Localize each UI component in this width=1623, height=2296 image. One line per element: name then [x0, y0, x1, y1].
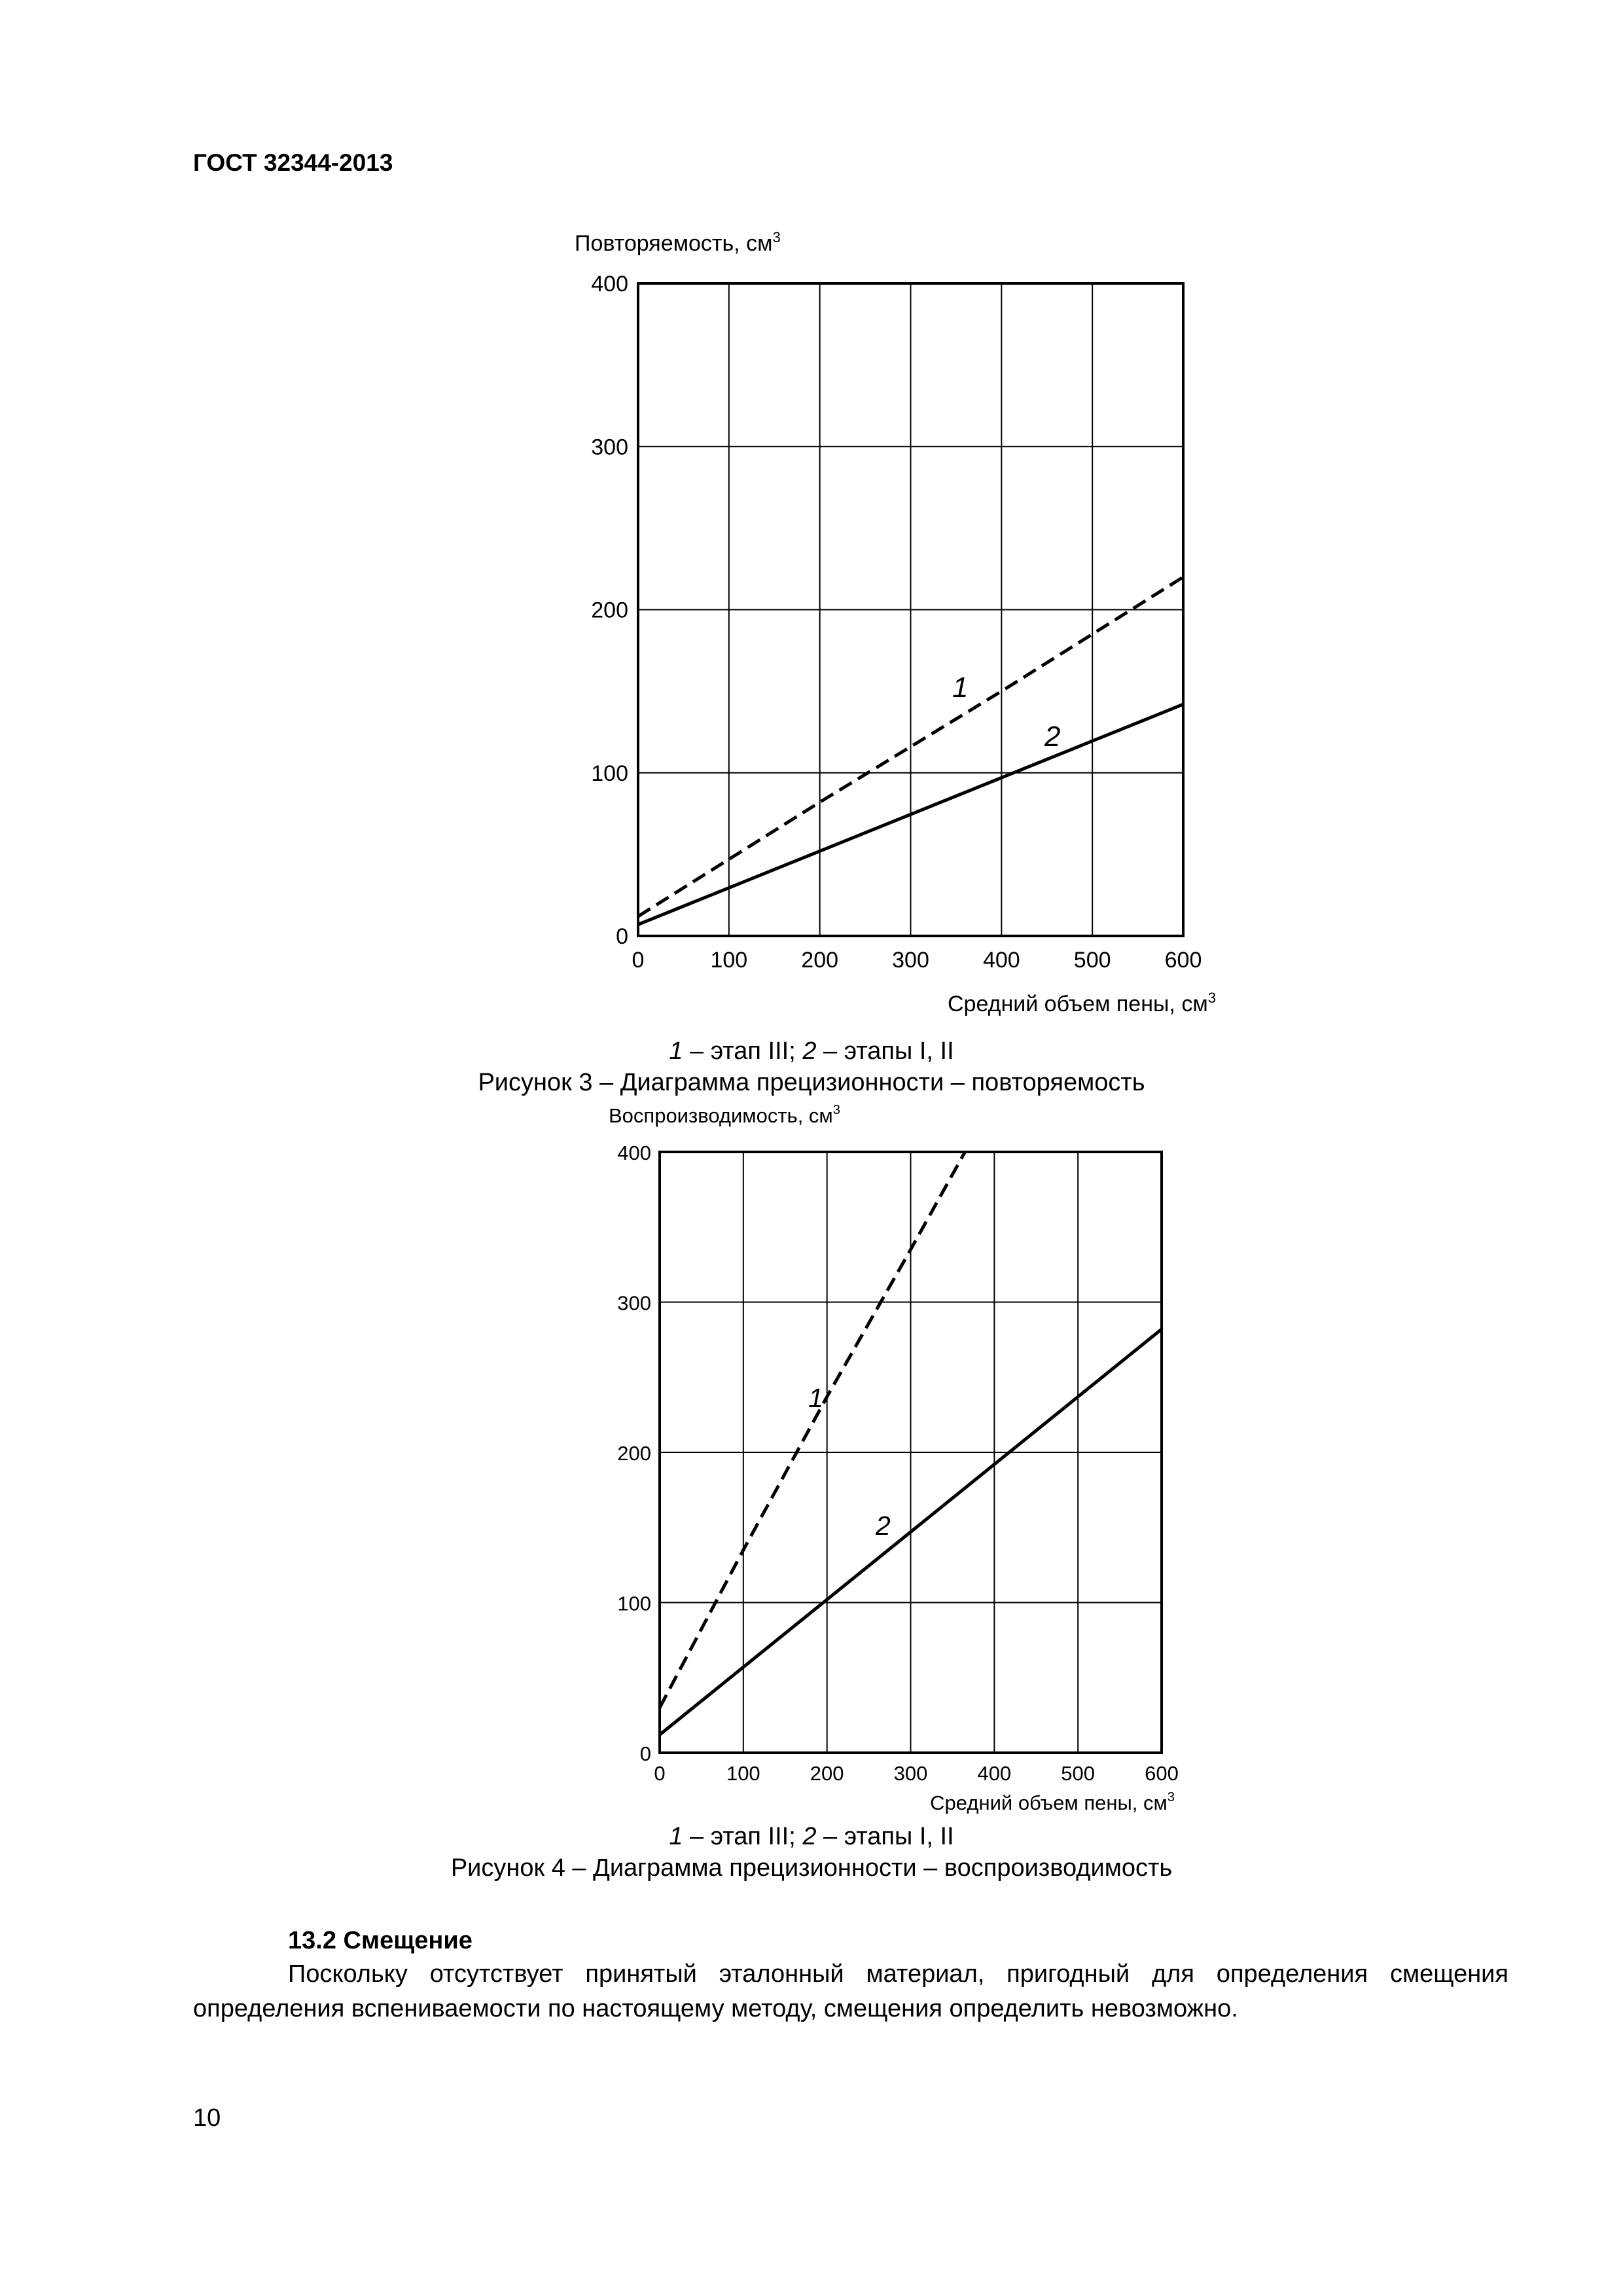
x-tick-label: 0	[654, 1762, 666, 1785]
series-2-label: 2	[1044, 721, 1061, 753]
y-tick-label: 400	[591, 272, 628, 296]
x-tick-label: 400	[977, 1762, 1012, 1785]
legend-2-text: – этапы I, II	[816, 1823, 954, 1850]
x-tick-label: 500	[1073, 948, 1111, 973]
x-tick-label: 0	[632, 948, 645, 973]
figure3-caption: Рисунок 3 – Диаграмма прецизионности – повторяемость	[478, 1069, 1145, 1096]
y-tick-label: 200	[617, 1442, 651, 1465]
x-tick-label: 500	[1061, 1762, 1096, 1785]
y-tick-label: 0	[616, 924, 628, 949]
legend-2-key: 2	[802, 1823, 817, 1850]
y-tick-label: 100	[591, 761, 628, 786]
y-tick-label: 300	[591, 435, 628, 460]
grid-lines	[660, 1152, 1162, 1753]
x-tick-label: 200	[810, 1762, 844, 1785]
x-axis-title: Средний объем пены, $см^3$	[947, 990, 1216, 1016]
page-number: 10	[193, 2104, 221, 2132]
superscript: 3	[832, 1103, 840, 1117]
y-tick-label: 400	[617, 1141, 651, 1164]
y-axis-title: Повторяемость, $см^3$	[575, 229, 781, 256]
legend-1-text: – этап III;	[683, 1037, 803, 1065]
superscript: 3	[1167, 1790, 1175, 1804]
figure4-caption: Рисунок 4 – Диаграмма прецизионности – воспроизводимость	[450, 1854, 1173, 1882]
legend-2-key: 2	[802, 1037, 817, 1065]
x-axis-title: Средний объем пены, $см^3$	[930, 1790, 1175, 1814]
y-tick-label: 200	[591, 598, 628, 623]
figure4-legend	[0, 1823, 1623, 1851]
legend-1-key: 1	[669, 1823, 683, 1850]
series-2-label: 2	[876, 1511, 891, 1541]
document-code: ГОСТ 32344-2013	[193, 149, 393, 176]
series-1-label: 1	[952, 672, 969, 704]
y-axis-title: Воспроизводимость, $см^3$	[609, 1103, 840, 1127]
x-tick-label: 200	[801, 948, 839, 973]
legend-1-key: 1	[669, 1037, 683, 1065]
x-tick-label: 100	[710, 948, 748, 973]
series-1-line	[660, 1152, 965, 1708]
x-tick-label: 600	[1164, 948, 1202, 973]
y-tick-label: 100	[617, 1592, 651, 1615]
section-paragraph: Поскольку отсутствует принятый эталонный материал, пригодный для определения смещения определения вспениваемости по настоящему методу, смещения определить невозможно.	[193, 1960, 1508, 2022]
section-title: 13.2 Смещение	[288, 1927, 473, 1954]
legend-2-text: – этапы I, II	[816, 1037, 954, 1065]
series-1-label: 1	[808, 1383, 823, 1413]
x-tick-label: 600	[1145, 1762, 1179, 1785]
y-tick-label: 0	[639, 1742, 651, 1765]
legend-1-text: – этап III;	[683, 1823, 803, 1850]
x-tick-label: 300	[893, 1762, 928, 1785]
x-tick-label: 100	[726, 1762, 760, 1785]
x-tick-label: 400	[982, 948, 1020, 973]
x-tick-label: 300	[892, 948, 929, 973]
y-tick-label: 300	[617, 1291, 651, 1315]
superscript: 3	[1207, 990, 1216, 1006]
superscript: 3	[772, 229, 781, 245]
